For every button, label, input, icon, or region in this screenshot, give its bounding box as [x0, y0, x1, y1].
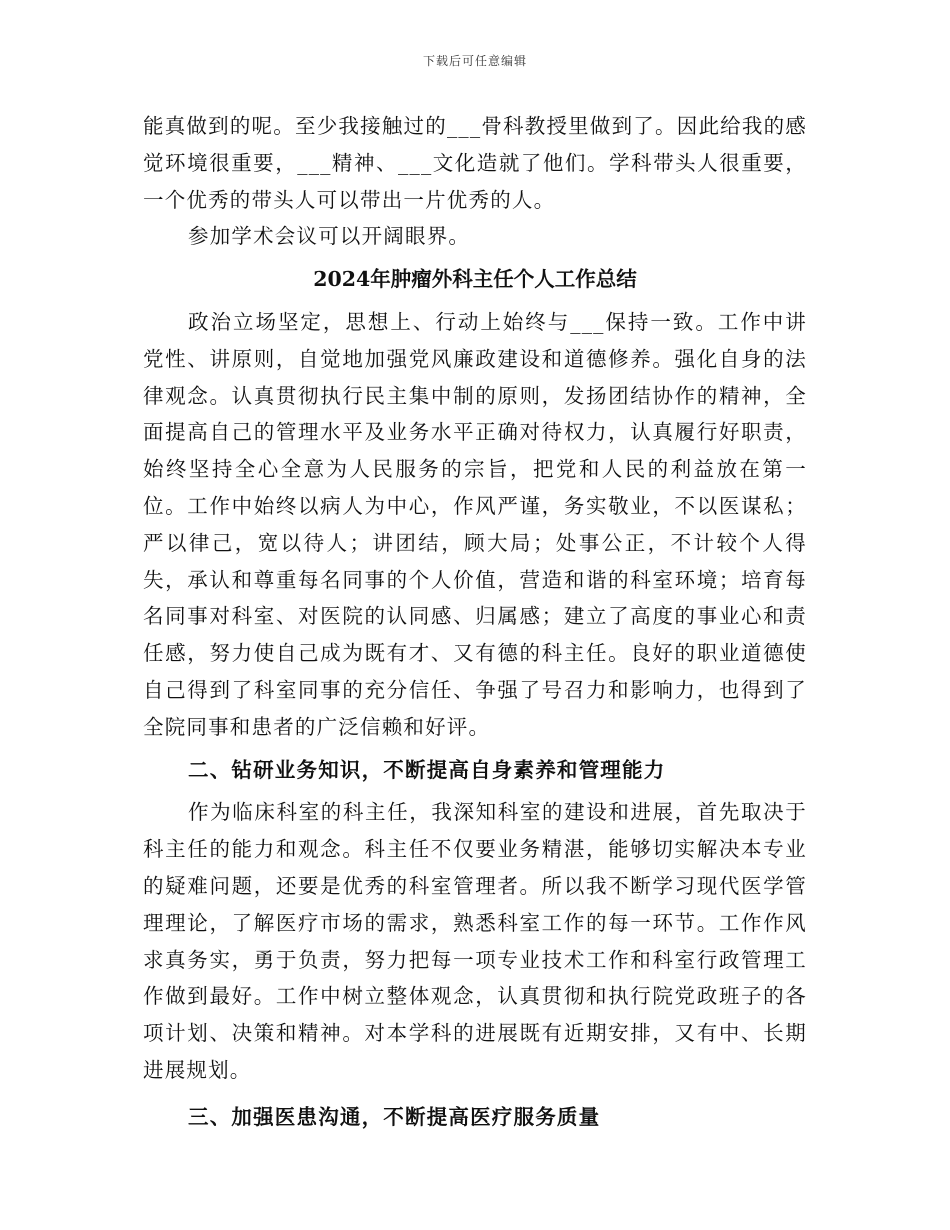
intro-paragraph-2: 参加学术会议可以开阔眼界。 — [188, 224, 471, 249]
paragraph-1: 政治立场坚定，思想上、行动上始终与___保持一致。工作中讲党性、讲原则，自觉地加强党风廉政建设和道德修养。强化自身的法律观念。认真贯彻执行民主集中制的原则，发扬团结协作的精神，全面提高自己的管理水平及业务水平正确对待权力，认真履行好职责，始终坚持全心全意为人民服务的宗旨，把党和人民的利益放在第一位。工作中始终以病人为中心，作风严谨，务实敬业，不以医谋私；严以律己，宽以待人；讲团结，顾大局；处事公正，不计较个人得失，承认和尊重每名同事的个人价值，营造和谐的科室环境；培育每名同事对科室、对医院的认同感、归属感；建立了高度的事业心和责任感，努力使自己成为既有才、又有德的科主任。良好的职业道德使自己得到了科室同事的充分信任、争强了号召力和影响力，也得到了全院同事和患者的广泛信赖和好评。 — [143, 309, 807, 739]
document-body — [143, 108, 807, 1136]
document-title: 2024年肿瘤外科主任个人工作总结 — [313, 267, 637, 292]
section-heading-3: 三、加强医患沟通，不断提高医疗服务质量 — [188, 1104, 601, 1129]
paragraph-2: 作为临床科室的科主任，我深知科室的建设和进展，首先取决于科主任的能力和观念。科主任不仅要业务精湛，能够切实解决本专业的疑难问题，还要是优秀的科室管理者。所以我不断学习现代医学管理理论，了解医疗市场的需求，熟悉科室工作的每一环节。工作作风求真务实，勇于负责，努力把每一项专业技术工作和科室行政管理工作做到最好。工作中树立整体观念，认真贯彻和执行院党政班子的各项计划、决策和精神。对本学科的进展既有近期安排，又有中、长期进展规划。 — [143, 800, 807, 1082]
intro-paragraph: 能真做到的呢。至少我接触过的___骨科教授里做到了。因此给我的感觉环境很重要，___精神、___文化造就了他们。学科带头人很重要，一个优秀的带头人可以带出一片优秀的人。 — [143, 114, 807, 212]
section-heading-2: 二、钻研业务知识，不断提高自身素养和管理能力 — [188, 757, 666, 782]
page-header-note: 下载后可任意编辑 — [422, 54, 527, 68]
